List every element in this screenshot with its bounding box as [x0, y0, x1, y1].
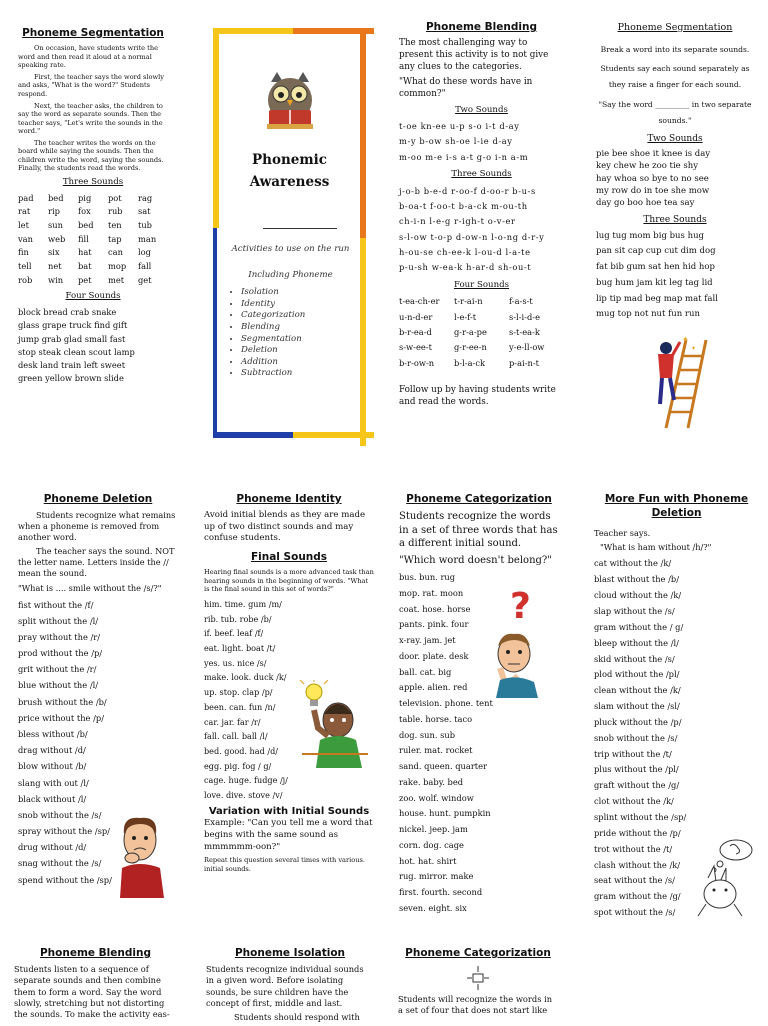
- paragraph: The teacher says the sound. NOT the letter name. Letters inside the // mean the sound.: [18, 546, 175, 579]
- word-line: mug top not nut fun run: [596, 309, 700, 320]
- word: fall: [138, 261, 152, 272]
- word: net: [48, 261, 62, 272]
- word-lines: [596, 229, 754, 323]
- list-item: been. can. fun /n/: [204, 701, 276, 712]
- list-item: slap without the /s/: [594, 606, 675, 616]
- list-item: bleep without the /l/: [594, 637, 679, 648]
- word: t-r-ai-n: [454, 296, 483, 307]
- list-item: up. stop. clap /p/: [204, 687, 273, 698]
- list-item: if. beef. leaf /f/: [204, 628, 264, 639]
- word: s-w-ee-t: [399, 342, 432, 353]
- word: get: [138, 274, 152, 285]
- word: met: [108, 274, 125, 285]
- segmentation-panel-2: [596, 22, 754, 323]
- list-item: make. look. duck /k/: [204, 672, 287, 683]
- subheading: Final Sounds: [250, 550, 328, 563]
- word-line: hay whoa so bye to no see: [596, 173, 709, 184]
- panel-title: More Fun with Phoneme Deletion: [604, 493, 749, 520]
- paragraph: Break a word into its separate sounds.: [600, 44, 750, 54]
- topic-list: [225, 287, 356, 380]
- list-item: cloud without the /k/: [594, 590, 682, 601]
- paragraph: Repeat this question several times with various. initial sounds.: [204, 856, 365, 873]
- word: b-l-a-ck: [454, 357, 485, 368]
- list-item: dog. sun. sub: [399, 729, 456, 740]
- word-line: pie bee shoe it knee is day: [596, 148, 711, 159]
- list-item: egg. pig. fog / g/: [204, 760, 272, 771]
- list-item: drug without /d/: [18, 842, 87, 853]
- word: f-a-s-t: [509, 296, 533, 307]
- paragraph: Students say each sound separately as they raise a finger for each sound.: [600, 64, 750, 89]
- word: log: [138, 247, 151, 258]
- list-item: splint without the /sp/: [594, 811, 687, 822]
- list-item: first. fourth. second: [399, 887, 483, 898]
- idea-man-icon: [298, 680, 370, 768]
- list-item: car. jar. far /r/: [204, 716, 261, 727]
- word-line: bug hum jam kit leg tag lid: [596, 277, 713, 288]
- list-item: x-ray. jam. jet: [399, 635, 456, 646]
- list-item: rib. tub. robe /b/: [204, 613, 272, 624]
- topic-item: • Addition: [241, 357, 356, 369]
- word: p-ai-n-t: [509, 357, 539, 368]
- categorization-panel: [399, 492, 559, 917]
- word: tell: [18, 261, 32, 272]
- word-line: j-o-b b-e-d r-oo-f d-oo-r b-u-s: [399, 185, 536, 196]
- word-lines: [18, 306, 168, 386]
- word-line: p-u-sh w-ea-k h-ar-d sh-ou-t: [399, 262, 532, 273]
- word: pot: [108, 192, 122, 203]
- svg-text:?: ?: [510, 586, 531, 627]
- word: fox: [78, 206, 91, 217]
- list-item: clot without the /k/: [594, 796, 674, 807]
- list-item: blast without the /b/: [594, 574, 680, 585]
- paragraph: Students listen to a sequence of separate sounds and then combine them to form a word. Say the word slowly, stretching but not distorting the sounds. To make the activity eas-: [14, 964, 170, 1019]
- subheading: Two Sounds: [647, 133, 703, 144]
- word: bat: [78, 261, 92, 272]
- paragraph: The most challenging way to present this activity is to not give any clues to the categories.: [399, 38, 549, 72]
- paragraph: Hearing final sounds is a more advanced task than hearing sounds in the beginning of words. "What is the final sound in this set of words?": [204, 568, 374, 594]
- subheading: Four Sounds: [453, 279, 510, 290]
- topic-item: • Segmentation: [241, 334, 356, 346]
- list-item: slang with out /l/: [18, 777, 89, 788]
- blending-panel-2: [14, 946, 177, 1023]
- panel-title: Phoneme Blending: [39, 947, 151, 959]
- word-line: ch-i-n l-e-g r-igh-t o-v-er: [399, 216, 516, 227]
- svg-text:✦: ✦: [682, 335, 689, 344]
- list-item: hot. hat. shirt: [399, 855, 457, 866]
- word-lines: [399, 184, 564, 276]
- word-line: s-l-ow t-o-p d-ow-n l-o-ng d-r-y: [399, 231, 545, 242]
- list-item: spend without the /sp/: [18, 874, 112, 885]
- list-item: plod without the /pl/: [594, 669, 680, 680]
- subheading: Variation with Initial Sounds: [208, 805, 370, 817]
- paragraph: Teacher says.: [594, 528, 651, 539]
- word: sat: [138, 206, 151, 217]
- word-lines: [596, 148, 754, 210]
- list-item: table. horse. taco: [399, 713, 473, 724]
- subheading: Two Sounds: [455, 104, 508, 115]
- word-line: green yellow brown slide: [18, 373, 124, 384]
- panel-title: Phoneme Deletion: [43, 493, 153, 505]
- word: b-r-ow-n: [399, 357, 435, 368]
- word-grid: [18, 192, 168, 288]
- word-line: fat bib gum sat hen hid hop: [596, 262, 715, 273]
- subheading: Three Sounds: [62, 177, 124, 188]
- list-item: coat. hose. horse: [399, 603, 471, 614]
- cover-text: Activities to use on the run Including Phoneme • Isolation • Identity • Categorization • Blending • Segmentation • Deletion • Addition • Subtraction: [225, 244, 356, 380]
- word: let: [18, 220, 29, 231]
- cover-title: Phonemic Awareness: [249, 152, 330, 190]
- word: pad: [18, 192, 34, 203]
- subheading: Three Sounds: [643, 214, 707, 225]
- thinking-man-icon: [112, 812, 172, 898]
- list-item: price without the /p/: [18, 712, 104, 723]
- thinking-rabbit-icon: [690, 838, 758, 918]
- word-line: m-oo m-e i-s a-t g-o i-n a-m: [399, 151, 529, 162]
- word: s-t-ea-k: [509, 327, 540, 338]
- word: van: [18, 233, 33, 244]
- word: rob: [18, 274, 33, 285]
- panel-title: Phoneme Categorization: [406, 493, 552, 505]
- list-item: cat without the /k/: [594, 558, 672, 569]
- word: pet: [78, 274, 92, 285]
- word-line: t-oe kn-ee u-p s-o i-t d-ay: [399, 121, 520, 132]
- word: l-e-f-t: [454, 311, 477, 322]
- panel-title: Phoneme Blending: [425, 21, 537, 33]
- paragraph: "Say the word _________ in two separate sounds.": [598, 99, 752, 125]
- list-item: black without /l/: [18, 793, 87, 804]
- list-item: blow without /b/: [18, 761, 87, 772]
- list-item: spray without the /sp/: [18, 826, 110, 837]
- list-item: trip without the /t/: [594, 748, 672, 759]
- list-item: eat. light. boat /t/: [204, 642, 276, 653]
- word: b-r-ea-d: [399, 327, 432, 338]
- word: g-r-a-pe: [454, 327, 487, 338]
- word: rat: [18, 206, 31, 217]
- list-item: seat without the /s/: [594, 875, 675, 886]
- word-line: block bread crab snake: [18, 307, 117, 318]
- paragraph: Students recognize the words in a set of three words that has a different initial sound. "Which word doesn't belong?": [399, 511, 558, 566]
- list-item: drag without /d/: [18, 745, 86, 756]
- topic-item: • Isolation: [241, 287, 356, 299]
- list-item: bed. good. had /d/: [204, 746, 278, 756]
- word: rip: [48, 206, 60, 217]
- list-item: snob without the /s/: [594, 732, 678, 743]
- list-item: snag without the /s/: [18, 858, 102, 869]
- word-line: glass grape truck find gift: [18, 320, 128, 331]
- list-item: ruler. mat. rocket: [399, 745, 473, 756]
- topic-item: • Blending: [241, 322, 356, 334]
- topic-item: • Categorization: [241, 310, 356, 322]
- panel-title: Phoneme Segmentation: [22, 27, 164, 39]
- paragraph: On occasion, have students write the word and then read it aloud at a normal speaking rate. First, the teacher says the word slowly and asks, "What is the word?" Students respond. Next, the teacher asks, the children to say the word as separate sounds. Then the teacher says, "Let's write the sounds in the word." The teacher writes the words on the board while saying the sounds. Then the children write the word, saying the sounds. Finally, the students read the words.: [18, 44, 164, 173]
- topic-item: • Identity: [241, 299, 356, 311]
- word: tub: [138, 220, 152, 231]
- list-item: gram without the / g/: [594, 621, 684, 632]
- subheading: Three Sounds: [451, 169, 512, 180]
- word-line: jump grab glad small fast: [18, 333, 126, 344]
- categorization-panel-2: [398, 946, 558, 1020]
- word: s-l-i-d-e: [509, 311, 540, 322]
- list-item: brush without the /b/: [18, 696, 107, 707]
- list-item: corn. dog. cage: [399, 839, 464, 850]
- list-item: door. plate. desk: [399, 650, 469, 661]
- word: six: [48, 247, 60, 258]
- list-item: love. dive. stove /v/: [204, 790, 283, 801]
- paragraph: Students recognize individual sounds in a given word. Before isolating sounds, be sure children have the concept of first, middle and last.: [206, 964, 364, 1008]
- panel-title: Phoneme Identity: [236, 493, 342, 505]
- word: rub: [108, 206, 123, 217]
- owl-reading-icon: [257, 70, 323, 132]
- word-line: key chew he zoo tie shy: [596, 161, 699, 172]
- list-item: yes. us. nice /s/: [204, 657, 267, 668]
- list-item: nickel. jeep. jam: [399, 824, 468, 835]
- paragraph: "What do these words have in common?": [399, 76, 533, 99]
- panel-title: Phoneme Segmentation: [617, 22, 733, 33]
- list-item: ball. cat. big: [399, 666, 452, 677]
- paragraph: Students recognize what remains when a phoneme is removed from another word.: [18, 510, 176, 543]
- list-item: snob without the /s/: [18, 809, 102, 820]
- paragraph: Example: "Can you tell me a word that begins with the same sound as mmmmmm-oon?": [204, 818, 373, 852]
- list-item: skid without the /s/: [594, 653, 675, 664]
- paragraph: Students should respond with: [234, 1011, 360, 1022]
- list-item: pride without the /p/: [594, 827, 681, 838]
- list-item: apple. alien. red: [399, 682, 468, 693]
- paragraph: Follow up by having students write and read the words.: [399, 385, 556, 408]
- word-line: lug tug mom big bus hug: [596, 230, 704, 241]
- topic-item: • Deletion: [241, 345, 356, 357]
- list-item: zoo. wolf. window: [399, 792, 474, 803]
- word: t-ea-ch-er: [399, 296, 440, 307]
- word-line: day go boo hoe tea say: [596, 198, 695, 209]
- word: win: [48, 274, 64, 285]
- panel-title: Phoneme Isolation: [234, 947, 346, 959]
- word: can: [108, 247, 123, 258]
- word: pig: [78, 192, 92, 203]
- word: hat: [78, 247, 92, 258]
- word: web: [48, 233, 66, 244]
- list-item: television. phone. tent: [399, 698, 493, 709]
- list-item: him. time. gum /m/: [204, 598, 282, 609]
- word: g-r-ee-n: [454, 342, 487, 353]
- word: u-n-d-er: [399, 311, 433, 322]
- list-item: plus without the /pl/: [594, 764, 679, 775]
- paragraph: "What is ham without /h/?": [600, 542, 712, 553]
- word: ten: [108, 220, 122, 231]
- word: fin: [18, 247, 29, 258]
- list-item: fall. call. ball /l/: [204, 731, 268, 742]
- list-item: spot without the /s/: [594, 907, 676, 918]
- paragraph: Students will recognize the words in a set of four that does not start like: [398, 994, 553, 1016]
- list-item: bless without /b/: [18, 728, 88, 739]
- word: bed: [78, 220, 94, 231]
- list-item: gram without the /g/: [594, 891, 681, 902]
- word: y-e-ll-ow: [509, 342, 545, 353]
- word: sun: [48, 220, 63, 231]
- child-on-ladder-icon: [636, 334, 714, 430]
- word-line: desk land train left sweet: [18, 360, 126, 371]
- list-item: mop. rat. moon: [399, 587, 464, 598]
- list-item: blue without the /l/: [18, 680, 99, 691]
- word: tap: [108, 233, 122, 244]
- list-item: grit without the /r/: [18, 664, 97, 675]
- word: mop: [108, 261, 127, 272]
- list-item: house. hunt. pumpkin: [399, 808, 491, 819]
- panel-title: Phoneme Categorization: [405, 947, 551, 959]
- list-item: sand. queen. quarter: [399, 761, 488, 772]
- svg-text:✦: ✦: [691, 345, 697, 352]
- word-line: stop steak clean scout lamp: [18, 346, 135, 357]
- paragraph: Avoid initial blends as they are made up of two distinct sounds and may confuse students.: [204, 510, 366, 544]
- list-item: prod without the /p/: [18, 648, 103, 659]
- word-line: lip tip mad beg map mat fall: [596, 293, 718, 304]
- list-item: bus. bun. rug: [399, 572, 456, 583]
- word-lines: [399, 119, 564, 165]
- list-item: slam without the /sl/: [594, 701, 680, 712]
- list-item: graft without the /g/: [594, 780, 680, 791]
- question-mark-thinker-icon: [486, 586, 548, 698]
- word-line: h-ou-se ch-ee-k l-ou-d l-a-te: [399, 247, 531, 258]
- word: man: [138, 233, 157, 244]
- list-item: rake. baby. bed: [399, 776, 464, 787]
- move-cross-icon: [467, 966, 489, 990]
- topic-item: • Subtraction: [241, 368, 356, 380]
- list-item: trot without the /t/: [594, 843, 673, 854]
- word-line: pan sit cap cup cut dim dog: [596, 246, 716, 257]
- word: fill: [78, 233, 89, 244]
- list-item: pray without the /r/: [18, 631, 101, 642]
- word-line: my row do in toe she mow: [596, 185, 710, 196]
- paragraph: "What is .... smile without the /s/?": [18, 582, 162, 593]
- list-item: clean without the /k/: [594, 685, 681, 696]
- isolation-panel: [206, 946, 374, 1026]
- word: rag: [138, 192, 153, 203]
- cover-panel: [213, 28, 366, 438]
- blending-panel: [399, 20, 564, 412]
- word-line: m-y b-ow sh-oe l-ie d-ay: [399, 136, 513, 147]
- list-item: rug. mirror. make: [399, 871, 474, 882]
- subheading: Four Sounds: [65, 291, 121, 302]
- list-item: split without the /l/: [18, 615, 99, 626]
- list-item: pants. pink. four: [399, 619, 469, 630]
- list-item: pluck without the /p/: [594, 716, 682, 727]
- list-item: seven. eight. six: [399, 902, 467, 913]
- word: bed: [48, 192, 64, 203]
- word-grid: [399, 294, 564, 371]
- list-item: fist without the /f/: [18, 599, 94, 610]
- divider: [263, 228, 337, 229]
- list-item: cage. huge. fudge /j/: [204, 775, 288, 786]
- list-item: clash without the /k/: [594, 859, 681, 870]
- word-line: b-oa-t f-oo-t b-a-ck m-ou-th: [399, 201, 528, 212]
- segmentation-panel: [18, 26, 168, 386]
